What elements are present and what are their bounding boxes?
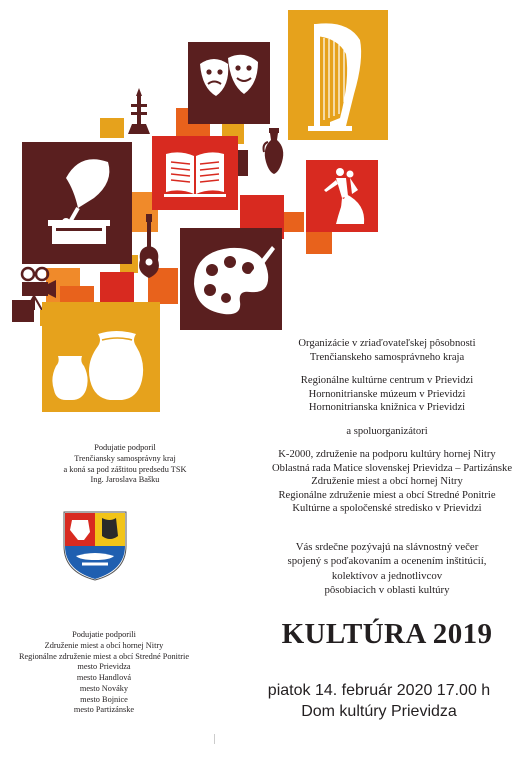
fold-mark <box>214 734 215 744</box>
co-organizers-label: a spoluorganizátori <box>346 425 428 437</box>
support-line: mesto Prievidza <box>77 662 131 672</box>
support-line: mesto Handlová <box>76 673 132 683</box>
book-icon <box>152 136 238 210</box>
event-venue: Dom kultúry Prievidza <box>301 702 457 720</box>
support-line: mesto Partizánske <box>73 705 135 715</box>
support-line: Podujatie podporil <box>94 443 156 452</box>
gramophone-icon <box>22 142 132 264</box>
organizers-block <box>272 337 513 516</box>
book-tile <box>152 136 238 210</box>
guitar-icon <box>134 212 164 282</box>
invitation-line: pôsobiacich v oblasti kultúry <box>324 583 450 596</box>
trumpet-icon <box>126 86 152 136</box>
support-line: Trenčiansky samosprávny kraj <box>74 453 176 463</box>
event-details <box>248 681 510 723</box>
co-organizer-line: K-2000, združenie na podporu kultúry hornej Nitry <box>278 449 496 461</box>
drama-masks-tile <box>188 42 270 124</box>
support-line: mesto Nováky <box>79 683 129 693</box>
drama-masks-icon <box>188 42 270 124</box>
support-line: Ing. Jaroslava Bašku <box>90 475 160 485</box>
support-line: Združenie miest a obcí hornej Nitry <box>44 640 164 650</box>
support-line: mesto Bojnice <box>80 694 128 704</box>
organizers-intro-line: Trenčianskeho samosprávneho kraja <box>309 351 465 363</box>
co-organizer-line: Oblastná rada Matice slovenskej Prievidza – Partizánske <box>272 462 513 474</box>
event-title: KULTÚRA 2019 <box>281 618 493 650</box>
invitation-line: spojený s poďakovaním a ocenením inštitúcií, <box>287 555 487 568</box>
institution-line: Hornonitrianska knižnica v Prievidzi <box>308 402 466 414</box>
support-line: Podujatie podporili <box>72 630 136 639</box>
square-gold-small-2 <box>100 118 124 138</box>
gramophone-tile <box>22 142 132 264</box>
dancers-tile <box>306 160 378 232</box>
institution-line: Hornonitrianske múzeum v Prievidzi <box>308 388 466 400</box>
co-organizer-line: Združenie miest a obcí hornej Nitry <box>311 476 463 488</box>
support-line: Regionálne združenie miest a obcí Stredné Ponitrie <box>18 651 190 661</box>
secondary-support-block <box>6 630 202 716</box>
institution-line: Regionálne kultúrne centrum v Prievidzi <box>300 375 474 387</box>
pottery-tile <box>42 302 160 412</box>
harp-tile <box>288 10 388 140</box>
invitation-line: kolektívov a jednotlivcov <box>331 569 443 582</box>
vase-icon <box>260 126 288 176</box>
palette-icon <box>180 228 282 330</box>
support-line: a koná sa pod záštitou predsedu TSK <box>63 464 187 474</box>
invitation-line: Vás srdečne pozývajú na slávnostný večer <box>295 541 479 553</box>
dancers-icon <box>306 160 378 232</box>
primary-support-block <box>40 443 210 486</box>
harp-icon <box>288 10 388 140</box>
square-red-small-2 <box>100 272 134 302</box>
invitation-block <box>272 540 502 597</box>
event-datetime: piatok 14. február 2020 17.00 h <box>267 682 491 699</box>
palette-tile <box>180 228 282 330</box>
co-organizer-line: Kultúrne a spoločenské stredisko v Prievidzi <box>292 503 482 515</box>
co-organizer-line: Regionálne združenie miest a obcí Stredné Ponitrie <box>278 489 496 501</box>
pottery-icon <box>42 302 160 412</box>
square-orange-small-3 <box>284 212 304 232</box>
coat-of-arms-icon <box>62 510 128 582</box>
organizers-intro-line: Organizácie v zriaďovateľskej pôsobnosti <box>298 338 476 349</box>
